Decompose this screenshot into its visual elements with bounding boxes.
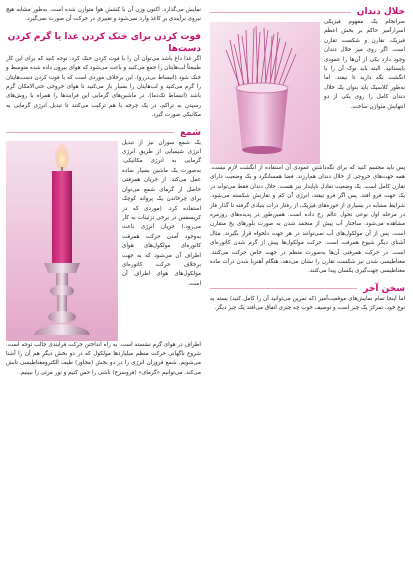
candle-image <box>6 141 118 341</box>
candle-text: یک شمع سوزان نیز از تبدیل انرژی شیمیایی از طریق انرژی گرمایی به انرژی مکانیکی، به‌صورت یک ماشین بسیار ساده عمل می‌کند. از جریان همرفتی حاصل از گرمای شمع می‌توان برای چرخاندن یک پروانه کوچک استفاده کرد. (موردی که در کریسمس در برخی تزئینات به کار می‌رود.) جریان انرژی باعث به‌وجود آمدن حرکت همرفت کاتوره‌ای مولکول‌های هوای اطراف آن می‌شود که به جهت برخلاف حرکت کاتوره‌ای مولکول‌های هوای اطراف آن است. <box>122 139 201 287</box>
end-title-bar <box>210 283 405 295</box>
title-rule <box>6 132 174 133</box>
end-heading: سخن آخر <box>363 283 405 294</box>
title-rule <box>210 288 357 289</box>
toothpick-title-bar <box>210 6 405 18</box>
candle-heading: شمع <box>179 127 201 138</box>
candle-title-bar <box>6 127 201 139</box>
toothpick-intro-text: سرانجام یک مفهوم فیزیکی اسرارآمیز حاکم بر بخش اعظم فیزیک، تقارن و شکست تقارن است. اگر روی میز خلال دندان وجود دارد یکی از آن‌ها را عمودی بایستانید. البته باید نوک آن را با انگشت نگه دارید تا نیفتد. اما به‌طور کلاسیک باید بتوان یک خلال دندان کامل را روی یکی از دو انتهایش متوازن ساخت. <box>324 19 405 110</box>
toothpick-glass-image <box>210 22 320 164</box>
cooking-heading: فوت کردن برای خنک کردن غذا یا گرم کردن دست‌ها <box>7 31 201 54</box>
left-column <box>6 6 201 378</box>
toothpick-body-text: پس باید مجسم کنید که برای نگه‌داشتن عمودی آن استفاده از انگشت لازم نیست. همه جهت‌های خروجی از خلال دندان هم‌ارزند. فضا همسانگرد و یک وضعیت دارای تقارن کامل است. یک وضعیت تعادل ناپایدار نیز هست. خلال دندان فقط می‌تواند در یک جهت فرو افتد. پس اگر فرو نیفتد، انرژی آن کم و تقارنش شکسته می‌شود. شرایط مشابه در بسیاری از حوزه‌های فیزیک، از رفتار ذرات بنیادی گرفته تا گذار فاز در مرحله اول نوعی تحول عالم رخ داده است. همین‌طور در پدیده‌های روزمره مشاهده می‌شود. ساختار آب پیش از منجمد شدن به صورت بلورهای یخ متقارن است. پس از آن مولکول‌های آب نمی‌توانند در هر جهت دلخواه قرار بگیرند. مثال آشنای دیگر شیوع همرفت است. حرکت مولکول‌ها پیش از گرم شدن کاتوره‌ای است. در حرکت همرفتی آن‌ها به‌صورت منظم در جهت خاص حرکت می‌کنند. مغناطیسی شدن نیز شکست تقارن را نشان می‌دهد. هنگام آهنربا شدن ذرات ماده مغناطیسی جهت‌گیری یکسان پیدا می‌کنند. <box>210 165 405 275</box>
toothpick-heading: خلال دندان <box>356 7 405 17</box>
cooking-text: اگر غذا داغ باشد می‌توان آن را با فوت کردن خنک کرد. توجه کنید که برای این کار طبیعتاً لب‌هایتان را جمع می‌کنید و باعث می‌شود که هوای بیرون داده شده متوسط و خنک شود (انبساط بی‌دررو). این برخلاف موردی است که با فوت کردن دست‌هایتان را گرم می‌کنید و لب‌هایتان را بسیار باز می‌کنید تا هوای خروجی حتی‌الامکان گرم باشد (انبساط تک‌دما). در ماشین‌های گرمایی این فرایندها را همراه با روش‌های رسیدن به تراکم، در یک چرخه با هم ترکیب می‌کنند تا تبدیل انرژی گرمایی به مکانیکی صورت گیرد. <box>6 55 201 119</box>
intro-text: نمایش می‌گذارد. اکنون وزن آن با کشش هوا متوازن شده است. به‌طور مشابه هیچ نیروی برآیندی بر کاغذ وارد نمی‌شود و تغییری در حرکت آن صورت نمی‌گیرد. <box>6 7 201 23</box>
right-column <box>210 6 405 314</box>
candle-text-continued: اطراف در هوای گرم نشسته است. به راه انداختن حرکت فرایندی جالب توجه است. شروع ناگهانی حرکت منظم میلیاردها مولکول که در دو بخش دیگر هم آن را آشنا می‌شویم. شمع فروزان انرژی را در دو بخش (مجاور) طیف الکترومغناطیسی تابش می‌کند. می‌توانیم «گرمای» (فروسرخ) ناشی را حس کنیم و نور مرئی را ببینیم. <box>6 341 201 376</box>
end-text: اما اینجا تمام نمایش‌های موقعیت‌آمیز (که تمرین می‌توانید آن را کامل کنید) بسته به نوع خود، تمرکز یک چیز است و توصیف خوب چه چیزی اتفاق می‌افتد یک چیز دیگر. <box>210 295 405 312</box>
title-rule <box>210 12 351 13</box>
